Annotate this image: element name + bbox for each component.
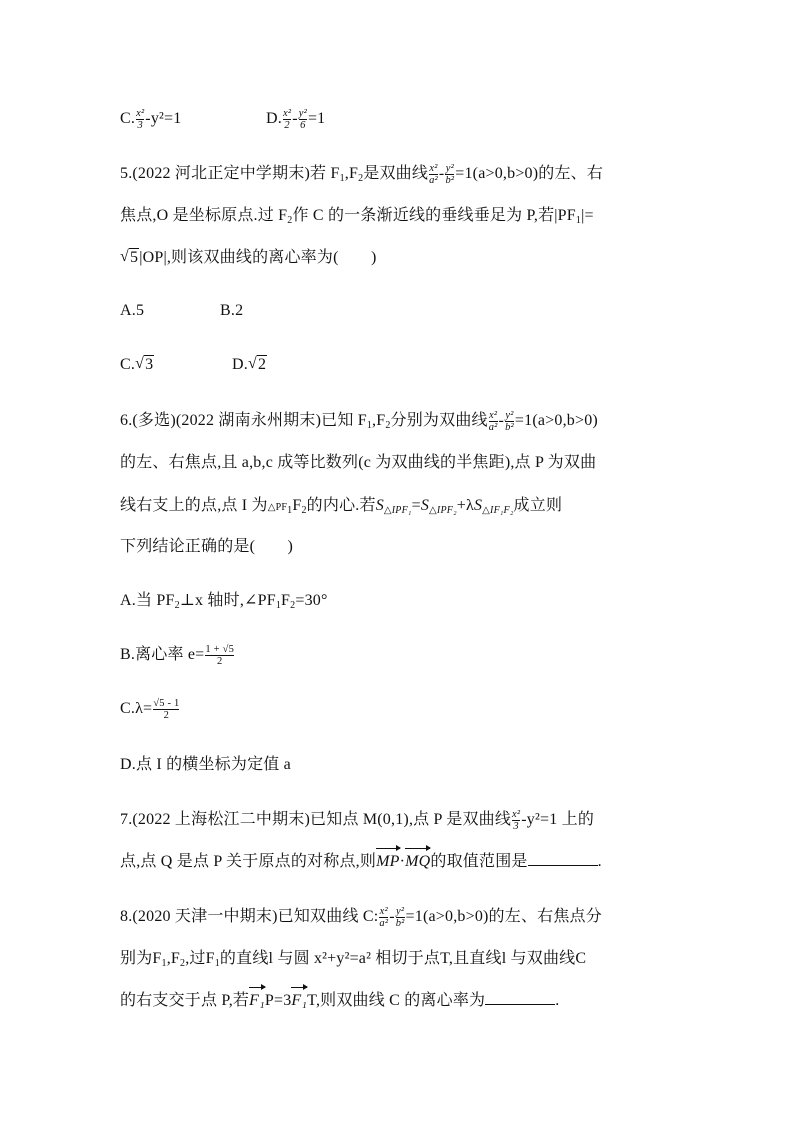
q7-answer-blank[interactable] [528, 851, 598, 866]
q5-option-c: C.√ 3 [120, 356, 154, 373]
q5-options-ab [120, 300, 680, 322]
q5-stem-line-3: √ 5|OP|,则该双曲线的离心率为( ) [120, 247, 680, 269]
q5-option-a: A.5 [120, 302, 145, 319]
q5-option-d: D.√ 2 [232, 354, 267, 376]
q4-option-c: C. $\frac{\text{x²}}{3}$ -y²=1 [120, 108, 182, 131]
q7-stem-line-2: 点,点 Q 是点 P 关于原点的对称点,则MP·MQ的取值范围是 . [120, 851, 680, 873]
q6-option-c: C.λ= $\frac{√5 - 1}{2}$ [120, 698, 180, 721]
q7-stem-line-1: 7.(2022 上海松江二中期末)已知点 M(0,1),点 P 是双曲线 $\frac{\text{x²}}{3}$ -y²=1 上的 [120, 809, 595, 832]
q5-options-cd [120, 354, 680, 376]
q6-option-b: B.离心率 e= $\frac{1 + √5}{2}$ [120, 644, 235, 667]
q6-stem-line-2: 的左、右焦点,且 a,b,c 成等比数列(c 为双曲线的半焦距),点 P 为双曲 [120, 454, 597, 471]
q4-options-row [120, 108, 680, 131]
q5-stem-line-1: 5.(2022 河北正定中学期末)若 $F_1,F_2$是双曲线 $\frac{\text{x²}}{\text{a²}}$ - $\frac{\text{y²}}{\text{b²}}$ =1(a>0,b>0)的左、右 [120, 163, 604, 186]
q8-stem-line-3: 的右支交于点 P,若F₁P=3F₁T,则双曲线 C 的离心率为 . [120, 990, 680, 1012]
q4-option-d: D. $\frac{\text{x²}}{2}$ - $\frac{\text{y²}}{6}$ =1 [266, 108, 326, 131]
q6-option-d: D.点 I 的横坐标为定值 a [120, 756, 291, 773]
q8-stem-line-2: 别为$F_1,F_2$,过$F_1$的直线l 与圆 x²+y²=a² 相切于点T,且直线l 与双曲线C [120, 950, 587, 969]
q6-stem-line-1: 6.(多选)(2022 湖南永州期末)已知 $F_1,F_2$分别为双曲线 $\frac{\text{x²}}{\text{a²}}$ - $\frac{\text{y²}}{\text{b²}}$ =1(a>0,b>0) [120, 410, 598, 433]
q5-stem-line-2: 焦点,O 是坐标原点.过 $F_2$作 C 的一条渐近线的垂线垂足为 P,若$|PF_1|=$ [120, 207, 594, 226]
q6-stem-line-4: 下列结论正确的是( ) [120, 538, 294, 555]
q6-stem-line-3: 线右支上的点,点 I 为$\triangle PF_1F_2$的内心.若$S_{\triangle IPF_1}=S_{\triangle IPF_2}+\lambda S_{\triangle IF_1F_2}$成立则 [120, 497, 563, 516]
q5-option-b: B.2 [220, 302, 244, 319]
q8-stem-line-1: 8.(2020 天津一中期末)已知双曲线 C: $\frac{\text{x²}}{\text{a²}}$ - $\frac{\text{y²}}{\text{b²}}$ =1(a>0,b>0)的左、右焦点分 [120, 906, 602, 929]
q8-answer-blank[interactable] [485, 990, 555, 1005]
q6-option-a: A.当 $PF_2\perp x$ 轴时$,\angle PF_1F_2=30^\circ$ [120, 592, 328, 611]
